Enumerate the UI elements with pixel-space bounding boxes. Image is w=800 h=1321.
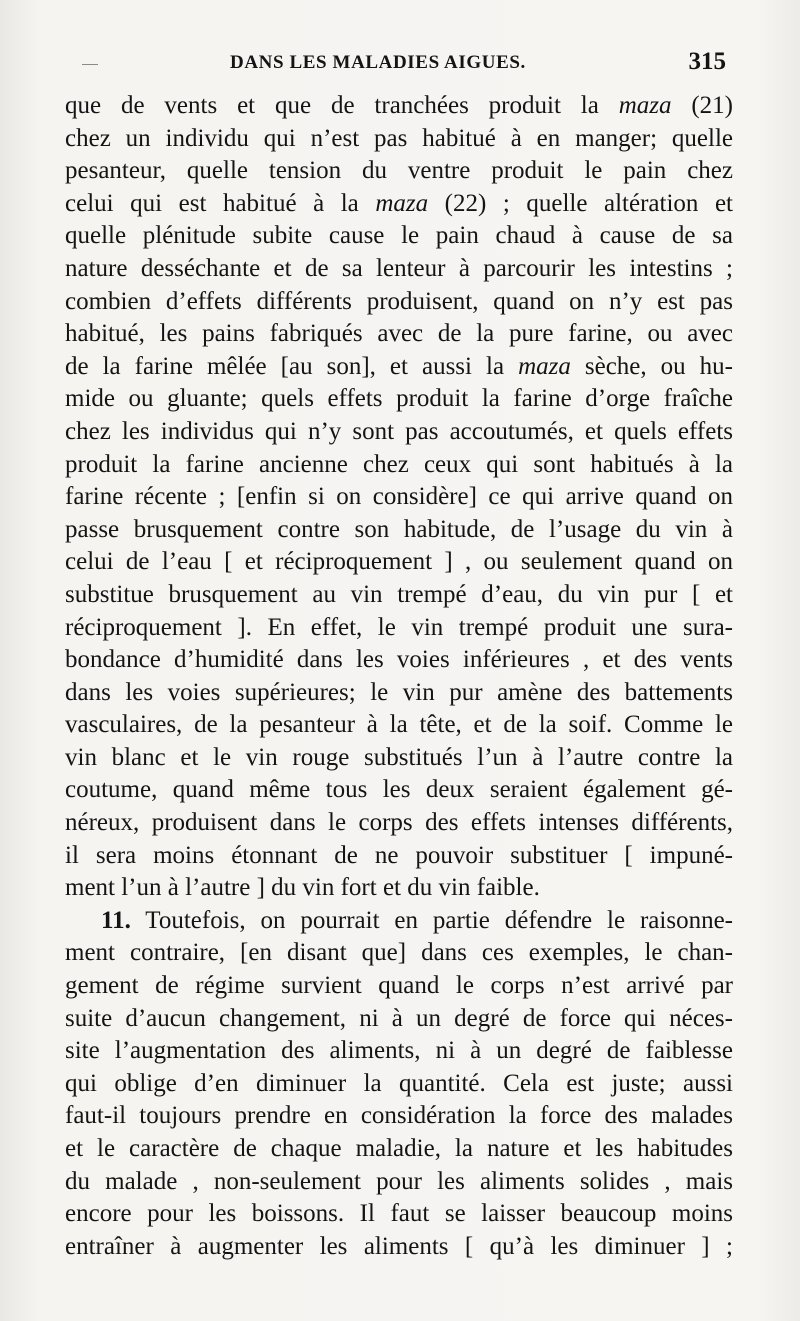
text-line: faut-il toujours prendre en considération la force des malades	[65, 1102, 733, 1130]
text-line: ment l’un à l’autre ] du vin fort et du vin faible.	[65, 874, 540, 902]
text-line: chez les individus qui n’y sont pas accoutumés, et quels effets	[65, 417, 733, 445]
header-dash	[82, 64, 98, 65]
text-line: vin blanc et le vin rouge substitués l’un à l’autre contre la	[65, 743, 733, 771]
text-line: dans les voies supérieures; le vin pur amène des battements	[65, 678, 733, 706]
text-line: et le caractère de chaque maladie, la nature et les habitudes	[65, 1135, 733, 1162]
text-line: du malade , non-seulement pour les aliments solides , mais	[65, 1167, 733, 1195]
text-line: passe brusquement contre son habitude, de l’usage du vin à	[65, 515, 733, 543]
running-head: DANS LES MALADIES AIGUES.	[230, 52, 526, 73]
text-line: pesanteur, quelle tension du ventre produit le pain chez	[65, 157, 733, 185]
text-line: ment contraire, [en disant que] dans ces exemples, le chan-	[65, 939, 733, 967]
text-line: combien d’effets différents produisent, quand on n’y est pas	[65, 287, 733, 315]
text-line: celui qui est habitué à la maza (22) ; quelle altération et	[65, 189, 733, 217]
text-line: encore pour les boissons. Il faut se laisser beaucoup moins	[65, 1200, 733, 1228]
text-line: entraîner à augmenter les aliments [ qu’à les diminuer ] ;	[65, 1232, 733, 1260]
page-header	[70, 46, 730, 86]
text-line: vasculaires, de la pesanteur à la tête, et de la soif. Comme le	[65, 711, 733, 739]
text-line: que de vents et que de tranchées produit la maza (21)	[65, 92, 733, 119]
text-line: produit la farine ancienne chez ceux qui sont habitués à la	[65, 450, 733, 478]
text-line: qui oblige d’en diminuer la quantité. Cela est juste; aussi	[65, 1069, 733, 1097]
text-line: gement de régime survient quand le corps n’est arrivé par	[65, 972, 733, 1000]
text-line: celui de l’eau [ et réciproquement ] , ou seulement quand on	[65, 548, 733, 576]
text-line: suite d’aucun changement, ni à un degré de force qui néces-	[65, 1004, 733, 1032]
text-line: farine récente ; [enfin si on considère] ce qui arrive quand on	[65, 483, 733, 511]
text-line: nature desséchante et de sa lenteur à parcourir les intestins ;	[65, 254, 733, 282]
text-line: réciproquement ]. En effet, le vin trempé produit une sura-	[65, 613, 733, 641]
text-line: substitue brusquement au vin trempé d’eau, du vin pur [ et	[65, 580, 733, 608]
text-line: quelle plénitude subite cause le pain chaud à cause de sa	[65, 222, 733, 250]
text-line: habitué, les pains fabriqués avec de la pure farine, ou avec	[65, 320, 733, 348]
text-line: néreux, produisent dans le corps des effets intenses différents,	[65, 809, 733, 837]
body-text	[65, 90, 733, 1263]
text-line: coutume, quand même tous les deux seraient également gé-	[65, 776, 733, 804]
text-line: chez un individu qui n’est pas habitué à en manger; quelle	[65, 124, 733, 152]
text-line: bondance d’humidité dans les voies inférieures , et des vents	[65, 646, 733, 674]
text-line: mide ou gluante; quels effets produit la farine d’orge fraîche	[65, 385, 733, 413]
page-number: 315	[688, 48, 726, 75]
paragraph-number: 11.	[101, 906, 131, 934]
paragraph-start-line: 11. Toutefois, on pourrait en partie défendre le raisonne-	[101, 906, 733, 934]
text-line: il sera moins étonnant de ne pouvoir substituer [ impuné-	[65, 841, 733, 869]
text-line: site l’augmentation des aliments, ni à un degré de faiblesse	[65, 1037, 733, 1065]
text-line: de la farine mêlée [au son], et aussi la maza sèche, ou hu-	[65, 352, 733, 380]
